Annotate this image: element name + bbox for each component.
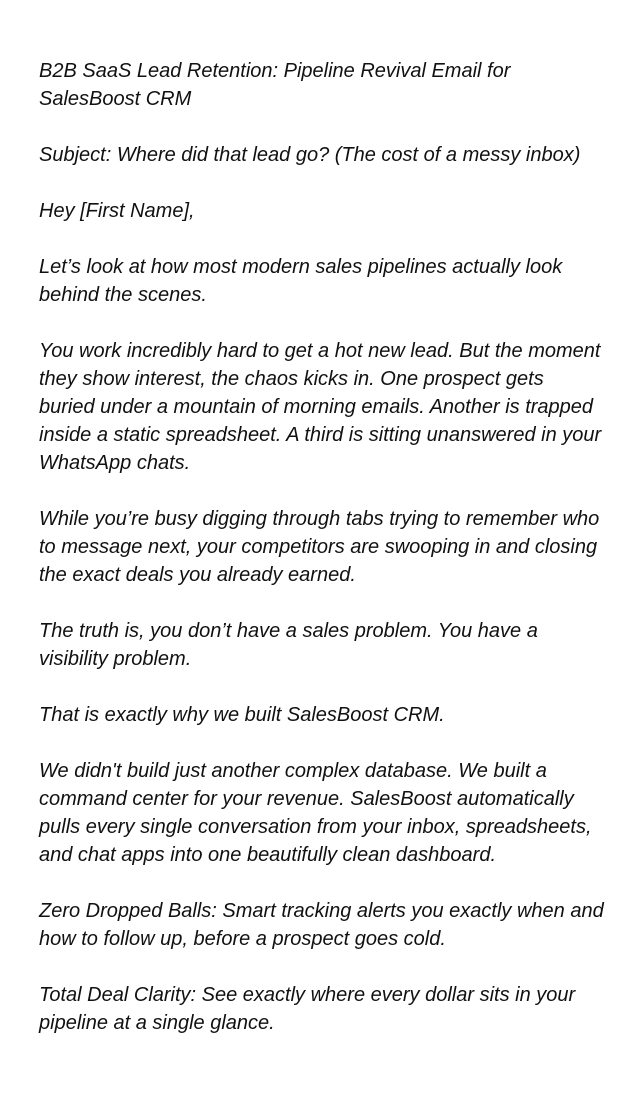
email-greeting: Hey [First Name],	[39, 200, 195, 222]
body-paragraph-intro: Let’s look at how most modern sales pipelines actually look behind the scenes.	[39, 256, 563, 306]
body-paragraph-visibility: The truth is, you don’t have a sales problem. You have a visibility problem.	[39, 620, 538, 670]
document-title: B2B SaaS Lead Retention: Pipeline Revival Email for SalesBoost CRM	[39, 60, 511, 110]
feature-total-deal-clarity: Total Deal Clarity: See exactly where every dollar sits in your pipeline at a single glance.	[39, 984, 576, 1034]
body-paragraph-competitors: While you’re busy digging through tabs trying to remember who to message next, your competitors are swooping in and closing the exact deals you already earned.	[39, 508, 600, 586]
body-paragraph-product: That is exactly why we built SalesBoost CRM.	[39, 704, 445, 726]
body-paragraph-chaos: You work incredibly hard to get a hot new lead. But the moment they show interest, the chaos kicks in. One prospect gets buried under a mountain of morning emails. Another is trapped inside a static spreadsheet. A third is sitting unanswered in your WhatsApp chats.	[39, 340, 602, 474]
email-subject-line: Subject: Where did that lead go? (The cost of a messy inbox)	[39, 144, 581, 166]
body-paragraph-command-center: We didn't build just another complex database. We built a command center for your revenue. SalesBoost automatically pulls every single conversation from your inbox, spreadsheets, and chat apps into one beautifully clean dashboard.	[39, 760, 592, 866]
feature-zero-dropped-balls: Zero Dropped Balls: Smart tracking alerts you exactly when and how to follow up, before a prospect goes cold.	[39, 900, 604, 950]
